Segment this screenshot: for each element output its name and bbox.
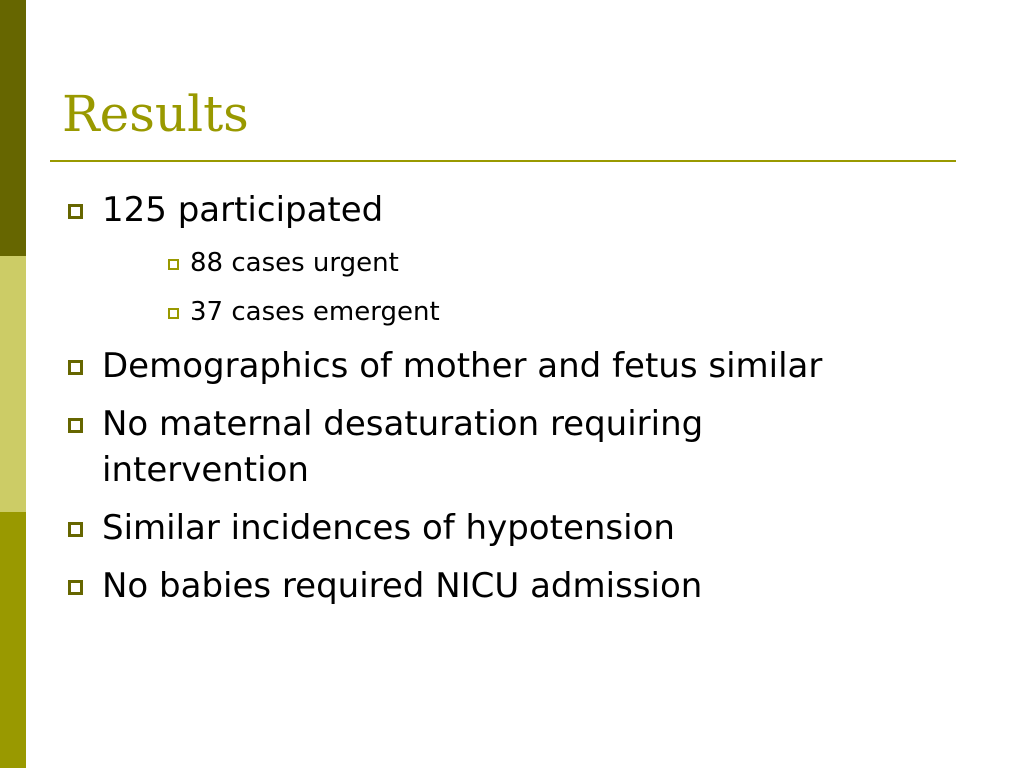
- hollow-square-bullet-icon: [68, 418, 83, 433]
- bullet-text-line-2: intervention: [102, 450, 309, 490]
- hollow-square-bullet-icon: [168, 308, 179, 319]
- bullet-text: No babies required NICU admission: [102, 566, 703, 606]
- bullet-text: Similar incidences of hypotension: [102, 508, 675, 548]
- slide-title: Results: [62, 85, 249, 143]
- hollow-square-bullet-icon: [68, 580, 83, 595]
- sub-bullet-text: 88 cases urgent: [190, 248, 399, 278]
- hollow-square-bullet-icon: [68, 522, 83, 537]
- hollow-square-bullet-icon: [68, 204, 83, 219]
- bullet-text: Demographics of mother and fetus similar: [102, 346, 823, 386]
- hollow-square-bullet-icon: [168, 259, 179, 270]
- bullet-text: 125 participated: [102, 190, 384, 230]
- sub-bullet-text: 37 cases emergent: [190, 297, 440, 327]
- bullet-text-line-1: No maternal desaturation requiring: [102, 404, 704, 444]
- hollow-square-bullet-icon: [68, 360, 83, 375]
